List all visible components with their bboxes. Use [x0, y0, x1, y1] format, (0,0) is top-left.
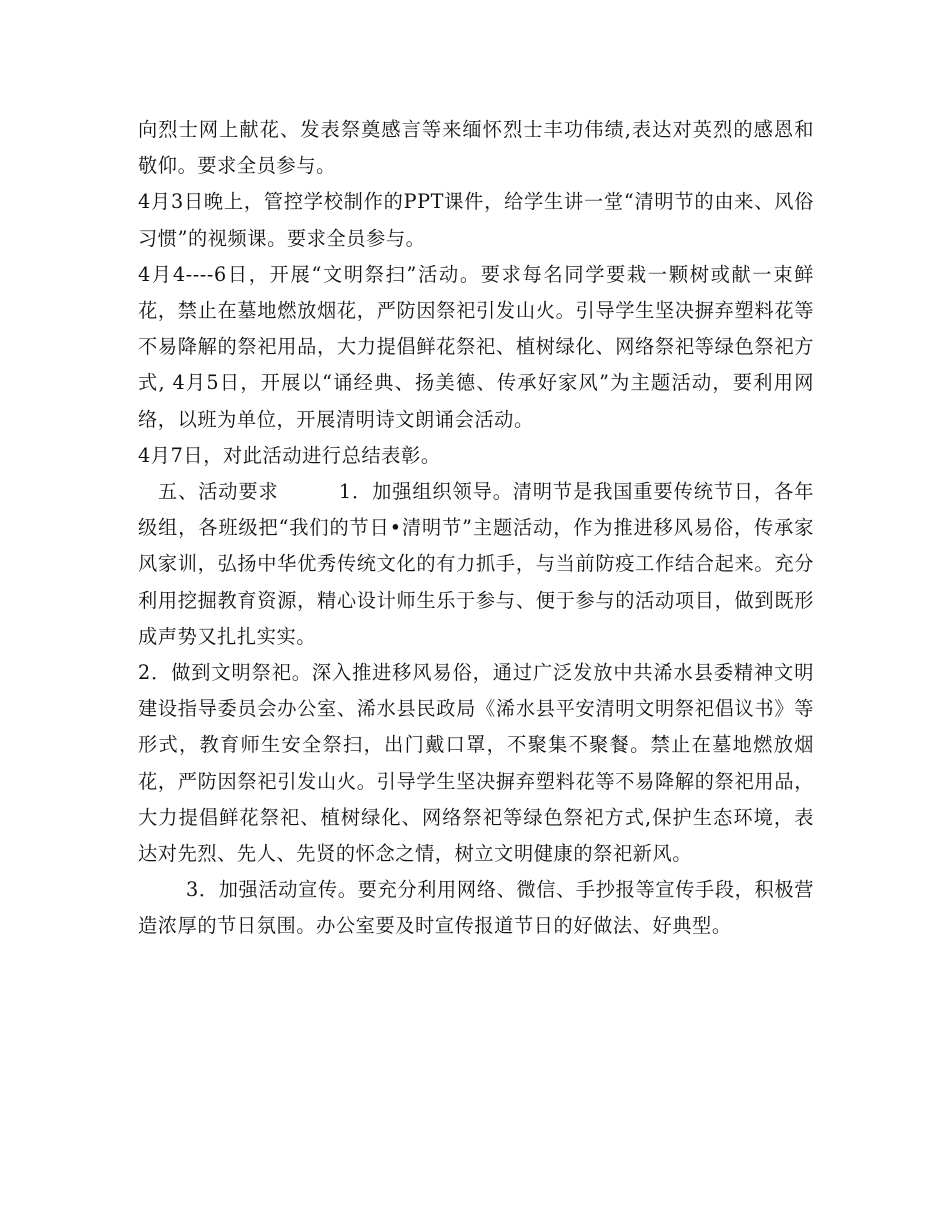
paragraph-item-2: 2．做到文明祭祀。深入推进移风易俗，通过广泛发放中共浠水县委精神文明建设指导委员会办公室、浠水县民政局《浠水县平安清明文明祭祀倡议书》等形式，教育师生安全祭扫，出门戴口罩，不聚集不聚餐。禁止在墓地燃放烟花，严防因祭祀引发山火。引导学生坚决摒弃塑料花等不易降解的祭祀用品，大力提倡鲜花祭祀、植树绿化、网络祭祀等绿色祭祀方式,保护生态环境，表达对先烈、先人、先贤的怀念之情，树立文明健康的祭祀新风。: [138, 661, 814, 866]
paragraph-april-3: 4月3日晚上，管控学校制作的PPT课件，给学生讲一堂“清明节的由来、风俗习惯”的视频课。要求全员参与。: [138, 190, 814, 250]
paragraph-item-3: 3．加强活动宣传。要充分利用网络、微信、手抄报等宣传手段，积极营造浓厚的节日氛围。办公室要及时宣传报道节日的好做法、好典型。: [138, 878, 814, 938]
document-body: [138, 112, 814, 945]
paragraph-april-7: 4月7日，对此活动进行总结表彰。: [138, 443, 441, 467]
paragraph-april-4-6: 4月4----6日，开展“文明祭扫”活动。要求每名同学要栽一颗树或献一束鲜花，禁止在墓地燃放烟花，严防因祭祀引发山火。引导学生坚决摒弃塑料花等不易降解的祭祀用品，大力提倡鲜花祭祀、植树绿化、网络祭祀等绿色祭祀方式, 4月5日，开展以“诵经典、扬美德、传承好家风”为主题活动，要利用网络，以班为单位，开展清明诗文朗诵会活动。: [138, 262, 814, 431]
paragraph-section-five: 五、活动要求 1．加强组织领导。清明节是我国重要传统节日，各年级组，各班级把“我们的节日•清明节”主题活动，作为推进移风易俗，传承家风家训，弘扬中华优秀传统文化的有力抓手，与当前防疫工作结合起来。充分利用挖掘教育资源，精心设计师生乐于参与、便于参与的活动项目，做到既形成声势又扎扎实实。: [138, 480, 814, 648]
paragraph-tribute-online: 向烈士网上献花、发表祭奠感言等来缅怀烈士丰功伟绩,表达对英烈的感恩和敬仰。要求全员参与。: [138, 118, 814, 178]
